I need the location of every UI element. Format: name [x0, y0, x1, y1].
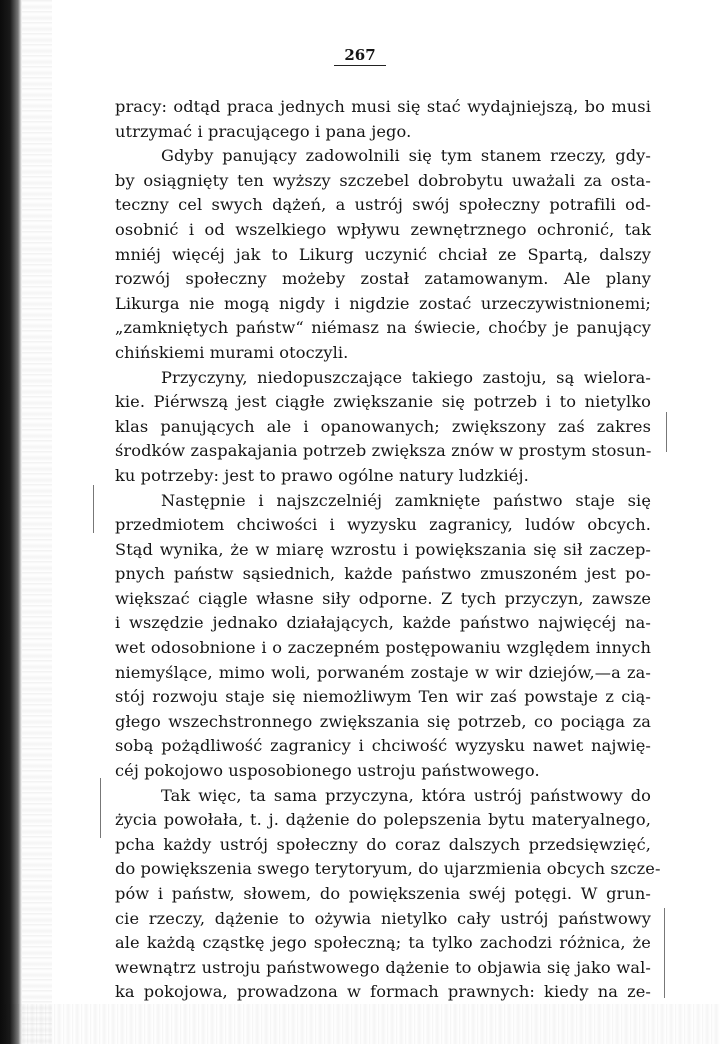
text-line: Tak więc, ta sama przyczyna, która ustrój państwowy do [161, 785, 651, 805]
page-number-label: 267 [334, 46, 385, 66]
text-line: wewnątrz ustroju państwowego dążenie to objawia się jako wal- [115, 957, 651, 977]
text-line: ale każdą cząstkę jego społeczną; ta tylko zachodzi różnica, że [115, 933, 651, 953]
text-line: ka pokojowa, prowadzona w formach prawnych: kiedy na ze- [115, 982, 651, 1002]
text-line: głego wszechstronnego zwiększania się potrzeb, co pociąga za [115, 711, 651, 731]
text-line: stój rozwoju staje się niemożliwym Ten wir zaś powstaje z cią- [115, 687, 651, 707]
scan-shadow-edge [0, 0, 22, 1044]
text-line: ku potrzeby: jest to prawo ogólne natury ludzkiéj. [115, 465, 529, 485]
text-line: sobą pożądliwość zagranicy i chciwość wyzysku nawet najwię- [115, 736, 651, 756]
text-line: kie. Piérwszą jest ciągłe zwiększanie się potrzeb i to nietylko [115, 392, 651, 412]
scan-bottom-noise [0, 1004, 720, 1044]
text-line: pracy: odtąd praca jednych musi się stać wydajniejszą, bo musi [115, 97, 651, 116]
text-line: przedmiotem chciwości i wyzysku zagranicy, ludów obcych. [115, 515, 651, 535]
text-line: pnych państw sąsiednich, każde państwo zmuszoném jest po- [115, 564, 651, 584]
text-line: Przyczyny, niedopuszczające takiego zastoju, są wielora- [161, 367, 651, 387]
text-line: pów i państw, słowem, do powiększenia swéj potęgi. W grun- [115, 884, 651, 903]
margin-mark [664, 908, 665, 998]
text-line: środków zaspakajania potrzeb zwiększa znów w prostym stosun- [115, 441, 652, 461]
text-line: utrzymać i pracującego i pana jego. [115, 121, 412, 141]
text-line: by osiągnięty ten wyższy szczebel dobrobytu uważali za osta- [115, 170, 651, 190]
scan-speckle [22, 0, 52, 1044]
text-line: Stąd wynika, że w miarę wzrostu i powiększania się sił zaczep- [115, 539, 651, 559]
text-line: céj pokojowo usposobionego ustroju państwowego. [115, 761, 540, 781]
text-line: cie rzeczy, dążenie to ożywia nietylko cały ustrój państwowy [115, 908, 651, 928]
text-line: osobnić i od wszelkiego wpływu zewnętrznego ochronić, tak [115, 219, 651, 239]
text-line: pcha każdy ustrój społeczny do coraz dalszych przedsięwzięć, [115, 834, 651, 854]
text-line: rozwój społeczny możeby został zatamowanym. Ale plany [115, 269, 651, 289]
text-line: i wszędzie jednako działających, każde państwo najwięcéj na- [115, 613, 651, 633]
text-line: klas panujących ale i opanowanych; zwiększony zaś zakres [115, 416, 651, 436]
text-line: Gdyby panujący zadowolnili się tym stanem rzeczy, gdy- [161, 146, 651, 166]
text-line: do powiększenia swego terytoryum, do ujarzmienia obcych szcze- [115, 859, 661, 879]
text-line: życia powołała, t. j. dążenie do polepszenia bytu materyalnego, [115, 810, 651, 830]
margin-mark [100, 778, 101, 838]
margin-mark [666, 412, 667, 452]
text-line: wet odosobnione i o zaczepném postępowaniu względem innych [115, 638, 651, 658]
page-number [0, 46, 720, 66]
text-line: Następnie i najszczelniéj zamknięte państwo staje się [161, 490, 651, 510]
text-line: „zamkniętych państw“ niémasz na świecie, choćby je panujący [115, 318, 651, 338]
text-line: mniéj więcéj jak to Likurg uczynić chciał ze Spartą, dalszy [115, 244, 651, 264]
text-line: większać ciągle własne siły odporne. Z tych przyczyn, zawsze [115, 588, 651, 608]
body-text [115, 95, 661, 1005]
text-line: Likurga nie mogą nigdy i nigdzie zostać urzeczywistnionemi; [115, 293, 651, 313]
text-line: chińskiemi murami otoczyli. [115, 342, 349, 362]
margin-mark [93, 485, 94, 533]
text-line: teczny cel swych dążeń, a ustrój swój społeczny potrafili od- [115, 195, 651, 215]
text-line: niemyślące, mimo woli, porwaném zostaje w wir dziejów,—a za- [115, 662, 651, 682]
